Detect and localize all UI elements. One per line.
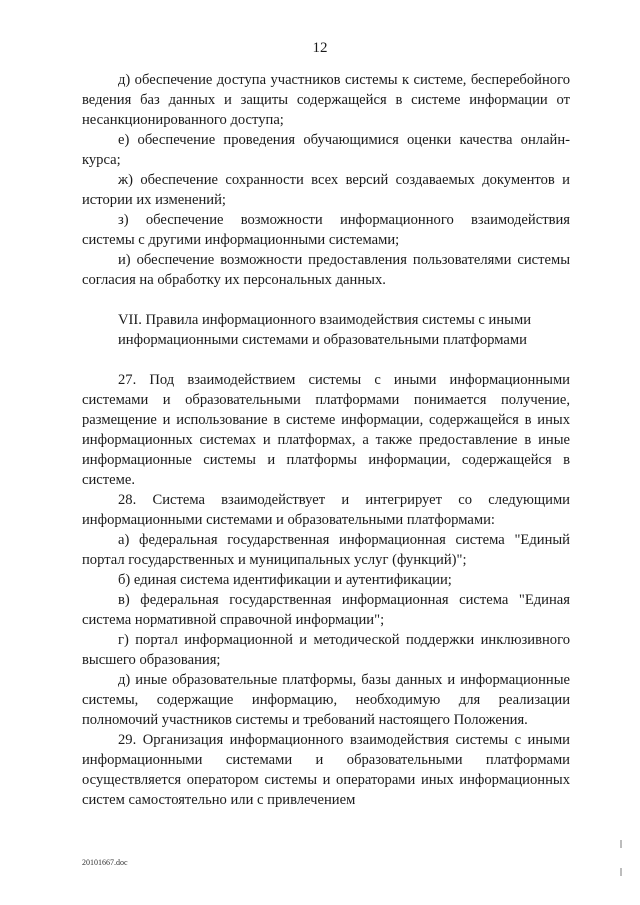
list-item-d2: д) иные образовательные платформы, базы данных и информационные системы, содержащие информацию, необходимую для реализации полномочий участников системы и требований настоящего Положения. — [82, 672, 570, 728]
paragraph-28: 28. Система взаимодействует и интегрирует со следующими информационными системами и образовательными платформами: — [82, 492, 570, 528]
list-item-v: в) федеральная государственная информационная система "Единая система нормативной справочной информации"; — [82, 592, 570, 628]
list-item-e: е) обеспечение проведения обучающимися оценки качества онлайн-курса; — [82, 132, 570, 168]
section-heading-line2: информационными системами и образовательными платформами — [118, 332, 527, 348]
paragraph-27: 27. Под взаимодействием системы с иными информационными системами и образовательными платформами понимается получение, размещение и использование в системе информации, содержащейся в иных информационных системах и платформах, а также предоставление в иные информационные системы и платформы информации, содержащейся в системе. — [82, 372, 570, 488]
scan-edge-mark — [620, 840, 622, 848]
list-item-zh: ж) обеспечение сохранности всех версий создаваемых документов и истории их изменений; — [82, 172, 570, 208]
document-filename: 20101667.doc — [82, 858, 128, 867]
list-item-a: а) федеральная государственная информационная система "Единый портал государственных и муниципальных услуг (функций)"; — [82, 532, 570, 568]
scan-edge-mark — [620, 868, 622, 876]
section-heading-line1: VII. Правила информационного взаимодействия системы с иными — [118, 312, 532, 328]
list-item-z: з) обеспечение возможности информационного взаимодействия системы с другими информационными системами; — [82, 212, 570, 248]
paragraph-29: 29. Организация информационного взаимодействия системы с иными информационными системами и образовательными платформами осуществляется оператором системы и операторами иных информационных систем самостоятельно или с привлечением — [82, 732, 570, 808]
list-item-g: г) портал информационной и методической поддержки инклюзивного высшего образования; — [82, 632, 570, 668]
list-item-b: б) единая система идентификации и аутентификации; — [118, 572, 452, 588]
list-item-i: и) обеспечение возможности предоставления пользователями системы согласия на обработку их персональных данных. — [82, 252, 570, 288]
list-item-d: д) обеспечение доступа участников системы к системе, бесперебойного ведения баз данных и защиты содержащейся в системе информации от несанкционированного доступа; — [82, 72, 570, 128]
section-heading — [82, 310, 570, 350]
page-number: 12 — [312, 40, 328, 56]
document-body — [82, 70, 570, 810]
